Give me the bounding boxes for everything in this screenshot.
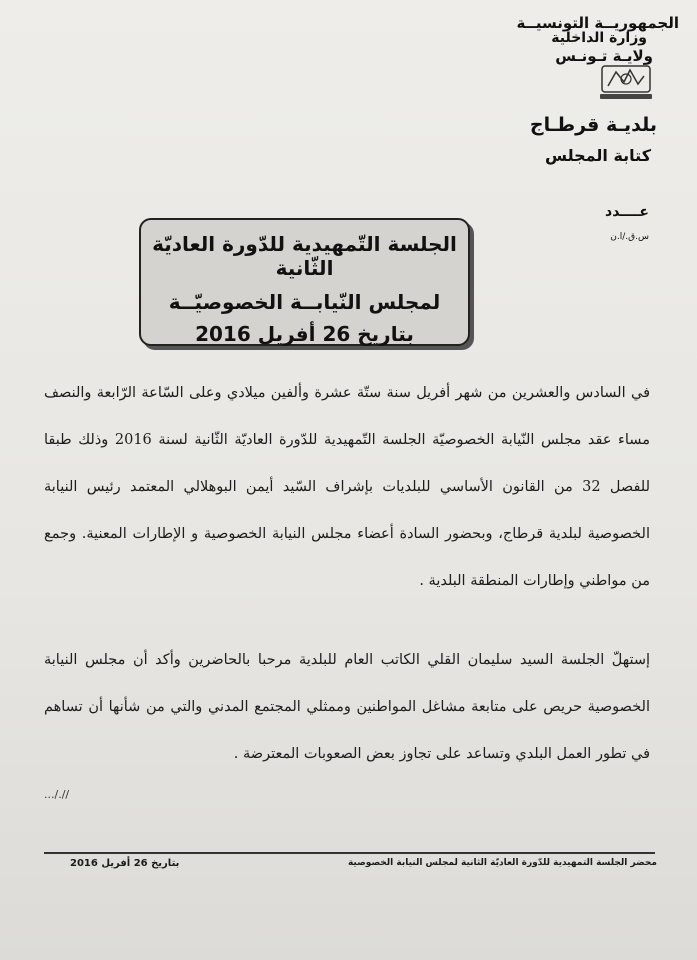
footer-divider bbox=[44, 852, 655, 854]
minutes-paragraph-2: إستهلّ الجلسة السيد سليمان القلي الكاتب العام للبلدية مرحبا بالحاضرين وأكد أن مجلس النيابة الخصوصية حريص على متابعة مشاغل المواطنين وممثلي المجتمع المدني والتي من شأنها أن تساهم في تطور العمل البلدي وتساعد على تجاوز بعض الصعوبات المعترضة . bbox=[44, 652, 650, 762]
reference-number-label: عــــدد bbox=[605, 204, 649, 220]
minutes-paragraph-1: في السادس والعشرين من شهر أفريل سنة ستّة عشرة وألفين ميلادي وعلى السّاعة الرّابعة والنصف مساء عقد مجلس النّيابة الخصوصيّة الجلسة التّمهيدية للدّورة العاديّة الثّانية لسنة 2016 وذلك طبقا للفصل 32 من القانون الأساسي للبلديات بإشراف السّيد أيمن البوهلالي المعتمد رئيس النيابة الخصوصية لبلدية قرطاج، وبحضور السادة أعضاء مجلس النيابة الخصوصية و الإطارات المعنية. وجمع من مواطني وإطارات المنطقة البلدية . bbox=[44, 385, 650, 589]
governorate-header: ولايـة تـونـس bbox=[555, 47, 653, 65]
council-office: كتابة المجلس bbox=[544, 146, 651, 165]
republic-header: الجمهوريــة التونسيــة bbox=[516, 14, 679, 32]
ministry-header: وزارة الداخلية bbox=[551, 30, 647, 46]
session-title: الجلسة التّمهيدية للدّورة العاديّة الثّانية bbox=[152, 232, 457, 280]
footer-caption: محضر الجلسة التمهيدية للدّورة العاديّة الثانية لمجلس النيابة الخصوصية bbox=[347, 858, 657, 868]
municipal-emblem-icon bbox=[596, 62, 656, 102]
footer-date: بتاريخ 26 أفريل 2016 bbox=[70, 858, 180, 869]
continuation-mark: .../.// bbox=[44, 788, 70, 801]
municipality-name: بلديـة قرطـاج bbox=[529, 114, 657, 136]
council-title: لمجلس النّيابــة الخصوصيّــة bbox=[168, 290, 441, 314]
session-date: بتاريخ 26 أفريل 2016 bbox=[195, 322, 414, 346]
reference-code: س.ق./ا.ن bbox=[610, 232, 649, 242]
session-title-box bbox=[139, 218, 470, 346]
